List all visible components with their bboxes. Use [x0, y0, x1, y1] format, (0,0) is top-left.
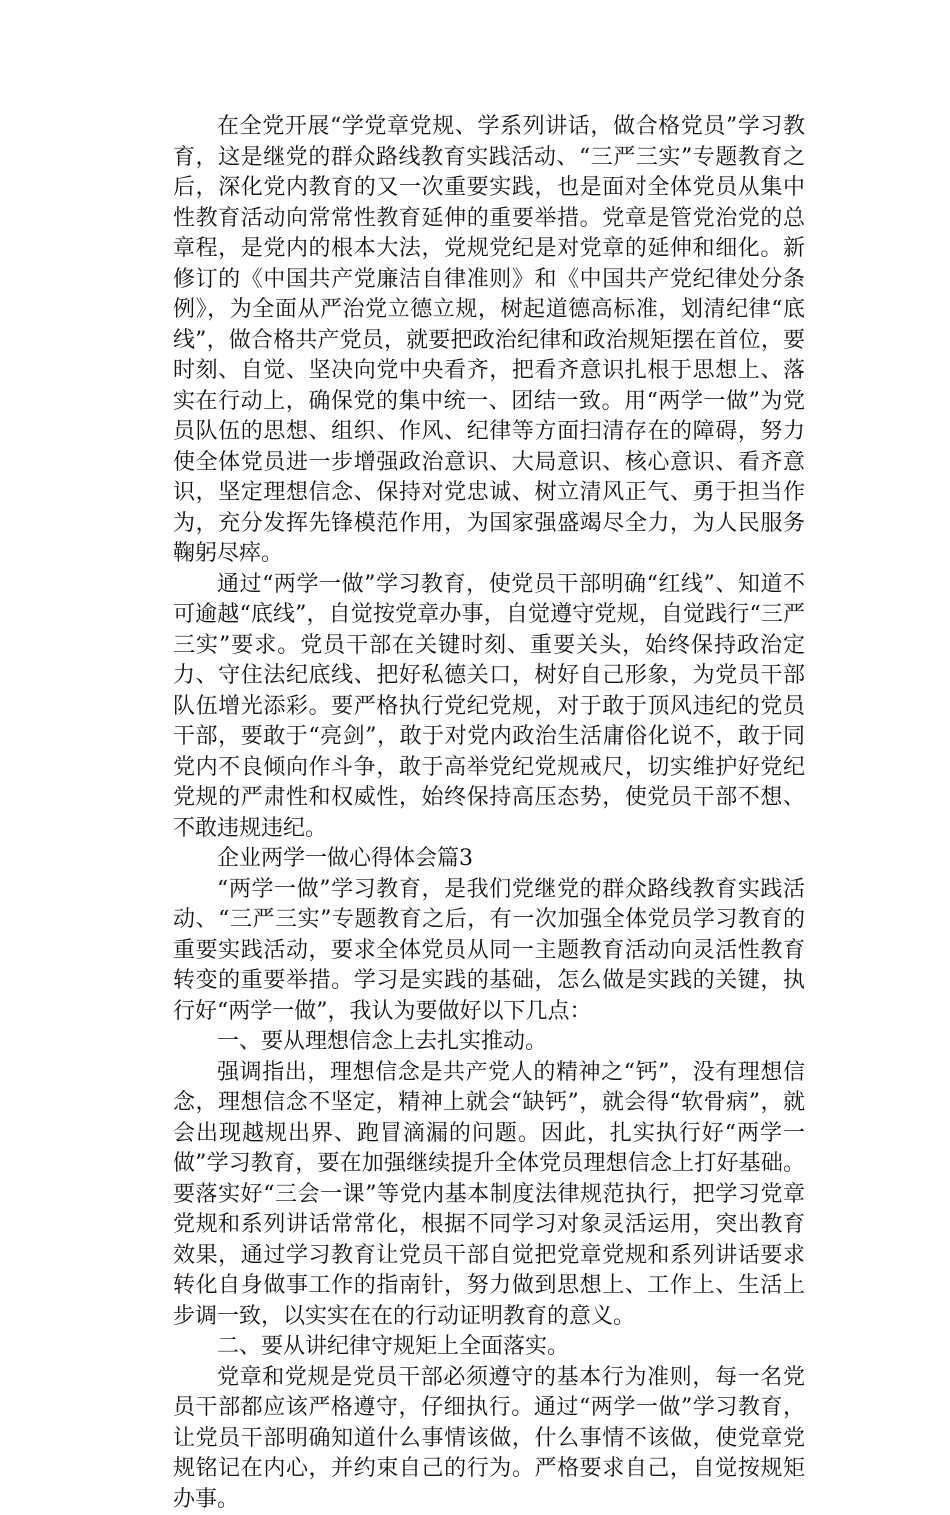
subheading-2: 二、要从讲纪律守规矩上全面落实。: [173, 1332, 805, 1363]
subheading-1: 一、要从理想信念上去扎实推动。: [173, 1027, 805, 1058]
document-body: [173, 112, 805, 1515]
paragraph-5: 党章和党规是党员干部必须遵守的基本行为准则，每一名党员干部都应该严格遵守，仔细执行。通过“两学一做”学习教育，让党员干部明确知道什么事情该做，什么事情不该做，使党章党规铭记在内心，并约束自己的行为。严格要求自己，自觉按规矩办事。: [173, 1363, 805, 1515]
section-heading: 企业两学一做心得体会篇3: [173, 844, 805, 875]
paragraph-4: 强调指出，理想信念是共产党人的精神之“钙”，没有理想信念，理想信念不坚定，精神上就会“缺钙”，就会得“软骨病”，就会出现越规出界、跑冒滴漏的问题。因此，扎实执行好“两学一做”学习教育，要在加强继续提升全体党员理想信念上打好基础。要落实好“三会一课”等党内基本制度法律规范执行，把学习党章党规和系列讲话常常化，根据不同学习对象灵活运用，突出教育效果，通过学习教育让党员干部自觉把党章党规和系列讲话要求转化自身做事工作的指南针，努力做到思想上、工作上、生活上步调一致，以实实在在的行动证明教育的意义。: [173, 1058, 805, 1333]
paragraph-1: 在全党开展“学党章党规、学系列讲话，做合格党员”学习教育，这是继党的群众路线教育实践活动、“三严三实”专题教育之后，深化党内教育的又一次重要实践，也是面对全体党员从集中性教育活动向常常性教育延伸的重要举措。党章是管党治党的总章程，是党内的根本大法，党规党纪是对党章的延伸和细化。新修订的《中国共产党廉洁自律准则》和《中国共产党纪律处分条例》，为全面从严治党立德立规，树起道德高标准，划清纪律“底线”，做合格共产党员，就要把政治纪律和政治规矩摆在首位，要时刻、自觉、坚决向党中央看齐，把看齐意识扎根于思想上、落实在行动上，确保党的集中统一、团结一致。用“两学一做”为党员队伍的思想、组织、作风、纪律等方面扫清存在的障碍，努力使全体党员进一步增强政治意识、大局意识、核心意识、看齐意识，坚定理想信念、保持对党忠诚、树立清风正气、勇于担当作为，充分发挥先锋模范作用，为国家强盛竭尽全力，为人民服务鞠躬尽瘁。: [173, 112, 805, 570]
paragraph-3: “两学一做”学习教育，是我们党继党的群众路线教育实践活动、“三严三实”专题教育之后，有一次加强全体党员学习教育的重要实践活动，要求全体党员从同一主题教育活动向灵活性教育转变的重要举措。学习是实践的基础，怎么做是实践的关键，执行好“两学一做”，我认为要做好以下几点：: [173, 875, 805, 1028]
paragraph-2: 通过“两学一做”学习教育，使党员干部明确“红线”、知道不可逾越“底线”，自觉按党章办事，自觉遵守党规，自觉践行“三严三实”要求。党员干部在关键时刻、重要关头，始终保持政治定力、守住法纪底线、把好私德关口，树好自己形象，为党员干部队伍增光添彩。要严格执行党纪党规，对于敢于顶风违纪的党员干部，要敢于“亮剑”，敢于对党内政治生活庸俗化说不，敢于同党内不良倾向作斗争，敢于高举党纪党规戒尺，切实维护好党纪党规的严肃性和权威性，始终保持高压态势，使党员干部不想、不敢违规违纪。: [173, 570, 805, 845]
